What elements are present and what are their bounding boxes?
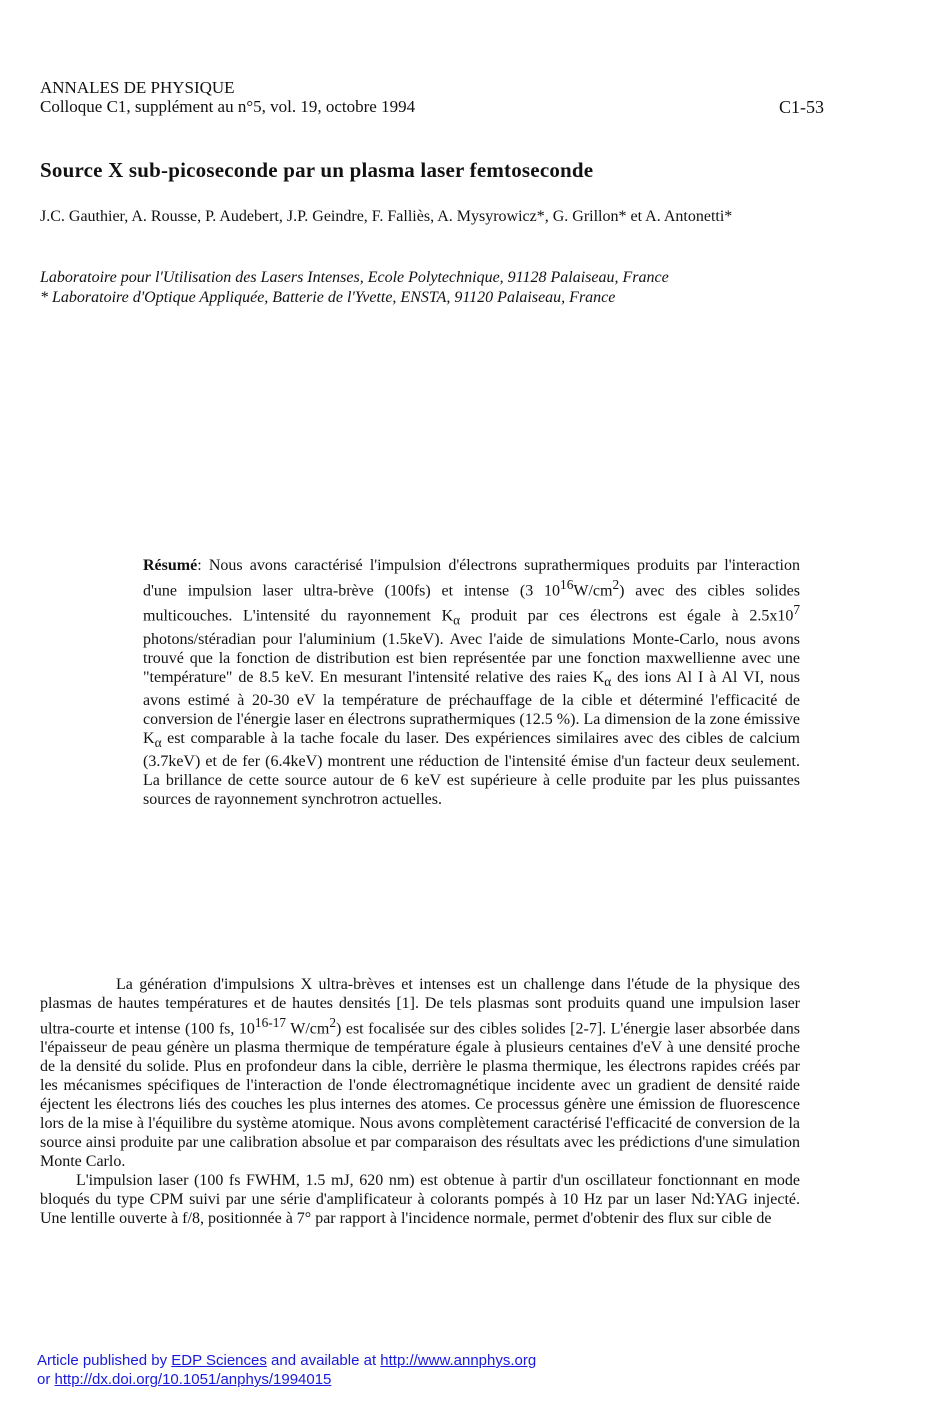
edp-sciences-link[interactable]: EDP Sciences (171, 1352, 267, 1369)
affiliation-2: * Laboratoire d'Optique Appliquée, Batterie de l'Yvette, ENSTA, 91120 Palaiseau, France (40, 289, 616, 306)
body-p1-text-a: La génération d'impulsions X ultra-brèves et intenses est un challenge dans l'étude de la physique des plasmas de hautes températures et de hautes densités [1]. De tels plasmas sont produits quand une impulsion laser ultra-courte et intense (100 fs, 10 (40, 976, 800, 1038)
footer-line-2 (37, 1371, 331, 1389)
affiliation-1: Laboratoire pour l'Utilisation des Lasers Intenses, Ecole Polytechnique, 91128 Palaiseau, France (40, 269, 669, 286)
paper-title: Source X sub-picoseconde par un plasma laser femtoseconde (40, 158, 594, 182)
body-paragraph-2: L'impulsion laser (100 fs FWHM, 1.5 mJ, 620 nm) est obtenue à partir d'un oscillateur fonctionnant en mode bloqués du type CPM suivi par une série d'amplificateur à colorants pompés à 10 Hz par un laser Nd:YAG injecté. Une lentille ouverte à f/8, positionnée à 7° par rapport à l'incidence normale, permet d'obtenir des flux sur cible de (40, 1172, 800, 1228)
doi-link[interactable]: http://dx.doi.org/10.1051/anphys/1994015 (54, 1371, 332, 1388)
footer-text-a: Article published by (37, 1352, 172, 1369)
abstract-sup-3: 7 (793, 602, 800, 618)
abstract-sub-1: α (453, 612, 461, 628)
body-p1-text-c: ) est focalisée sur des cibles solides [2-7]. L'énergie laser absorbée dans l'épaisseur de peau génère un plasma thermique de température égale à plusieurs centaines d'eV à une densité proche de la densité du solide. Plus en profondeur dans la cible, derrière le plasma thermique, les électrons rapides créés par les mécanismes spécifiques de l'interaction de l'onde électromagnétique incidente avec un gradient de densité raide éjectent les électrons liés des couches les plus internes des atomes. Ce processus génère une émission de fluorescence lors de la mise à l'équilibre du système atomique. Nous avons complètement caractérisé l'efficacité de conversion de la source ainsi produite par une calibration absolue et par comparaison des résultats avec les prédictions d'une simulation Monte Carlo. (40, 1020, 801, 1171)
abstract-label: Résumé (143, 557, 198, 574)
abstract-text-3: ) avec des cibles solides multicouches. L'intensité du rayonnement K (143, 582, 800, 625)
body-text (40, 975, 800, 1228)
abstract (143, 556, 800, 809)
body-p1-sup-1: 16-17 (254, 1015, 287, 1030)
abstract-sup-2: 2 (612, 577, 620, 592)
body-p1-sup-2: 2 (329, 1015, 337, 1030)
footer-line-1 (37, 1352, 536, 1370)
abstract-sup-1: 16 (560, 577, 574, 592)
page-id: C1-53 (779, 97, 824, 117)
abstract-text-2: W/cm (573, 582, 613, 600)
abstract-sub-2: α (604, 674, 612, 690)
colloque-info: Colloque C1, supplément au n°5, vol. 19, octobre 1994 (40, 97, 416, 116)
abstract-text-7: est comparable à la tache focale du laser. Des expériences similaires avec des cibles de calcium (3.7keV) et de fer (6.4keV) montrent une réduction de l'intensité émise d'un facteur deux seulement. La brillance de cette source autour de 6 keV est supérieure à celle produite par les plus puissantes sources de rayonnement synchrotron actuelles. (143, 730, 800, 809)
abstract-text-4: produit par ces électrons est égale à 2.5x10 (460, 607, 794, 625)
body-paragraph-1 (40, 975, 800, 1171)
footer-text-c: or (37, 1371, 55, 1388)
footer-text-b: and available at (266, 1352, 381, 1369)
abstract-text-6: des ions Al I à Al VI, nous avons estimé à 20-30 eV la température de préchauffage de la cible et déterminé l'efficacité de conversion de l'énergie laser en électrons suprathermiques (12.5 %). La dimension de la zone émissive K (143, 668, 801, 748)
author-list: J.C. Gauthier, A. Rousse, P. Audebert, J.P. Geindre, F. Falliès, A. Mysyrowicz*, G. Grillon* et A. Antonetti* (40, 208, 733, 225)
body-p1-text-b: W/cm (286, 1020, 330, 1038)
abstract-text-5: photons/stéradian pour l'aluminium (1.5keV). Avec l'aide de simulations Monte-Carlo, nous avons trouvé que la fonction de distribution est bien représentée par une fonction maxwellienne avec une "température" de 8.5 keV. En mesurant l'intensité relative des raies K (143, 630, 800, 686)
abstract-text-1: : Nous avons caractérisé l'impulsion d'électrons suprathermiques produits par l'interaction d'une impulsion laser ultra-brève (100fs) et intense (3 10 (143, 557, 800, 600)
journal-name: ANNALES DE PHYSIQUE (40, 78, 235, 97)
abstract-sub-3: α (154, 735, 162, 751)
annphys-link[interactable]: http://www.annphys.org (380, 1352, 537, 1369)
